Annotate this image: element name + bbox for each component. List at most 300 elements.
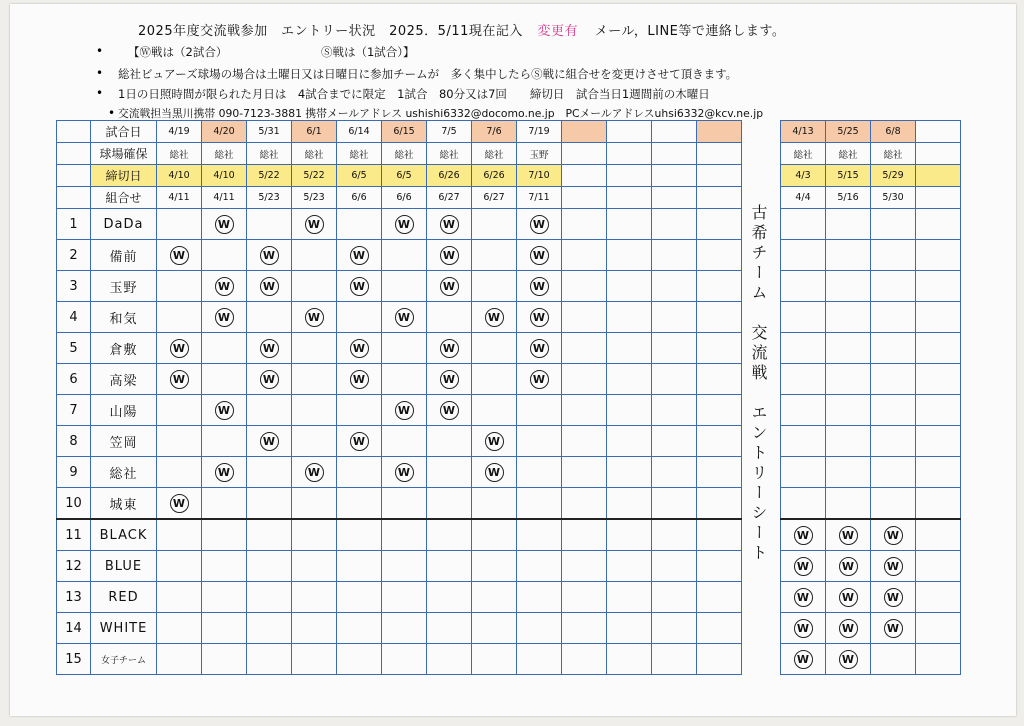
entry-cell[interactable] xyxy=(247,271,292,302)
right-entry-cell[interactable] xyxy=(826,302,871,333)
entry-cell[interactable] xyxy=(652,302,697,333)
entry-cell[interactable] xyxy=(697,271,742,302)
entry-cell[interactable] xyxy=(382,582,427,613)
w-mark-icon: W xyxy=(530,215,549,234)
entry-cell[interactable] xyxy=(472,644,517,675)
right-entry-cell[interactable] xyxy=(916,551,961,582)
right-team-row xyxy=(781,395,961,426)
right-entry-cell[interactable] xyxy=(826,426,871,457)
team-name: RED xyxy=(91,582,157,613)
entry-cell[interactable] xyxy=(427,457,472,488)
entry-cell[interactable] xyxy=(562,395,607,426)
date-cell: 7/19 xyxy=(517,121,562,143)
right-entry-cell[interactable] xyxy=(871,364,916,395)
entry-cell[interactable] xyxy=(157,426,202,457)
entry-cell[interactable] xyxy=(517,240,562,271)
entry-cell[interactable] xyxy=(247,302,292,333)
right-header-row-deadline xyxy=(781,165,961,187)
entry-cell[interactable] xyxy=(382,644,427,675)
entry-cell[interactable] xyxy=(562,426,607,457)
right-entry-cell[interactable] xyxy=(916,395,961,426)
team-row xyxy=(57,551,742,582)
entry-cell[interactable] xyxy=(652,551,697,582)
w-mark-icon: W xyxy=(350,277,369,296)
entry-cell[interactable] xyxy=(607,333,652,364)
team-row xyxy=(57,488,742,520)
entry-cell[interactable] xyxy=(157,302,202,333)
entry-cell[interactable] xyxy=(202,551,247,582)
entry-cell[interactable] xyxy=(382,519,427,551)
right-entry-cell[interactable] xyxy=(871,644,916,675)
entry-cell[interactable] xyxy=(697,302,742,333)
header-line-1 xyxy=(138,20,785,39)
w-mark-icon: W xyxy=(260,277,279,296)
entry-cell[interactable] xyxy=(427,426,472,457)
right-entry-cell[interactable] xyxy=(781,333,826,364)
entry-cell[interactable] xyxy=(427,271,472,302)
entry-cell[interactable] xyxy=(292,240,337,271)
entry-cell[interactable] xyxy=(382,613,427,644)
right-entry-cell[interactable] xyxy=(871,240,916,271)
w-mark-icon: W xyxy=(305,215,324,234)
entry-cell[interactable] xyxy=(652,519,697,551)
entry-cell[interactable] xyxy=(517,209,562,240)
right-entry-cell[interactable] xyxy=(781,302,826,333)
entry-cell[interactable] xyxy=(382,364,427,395)
right-team-row xyxy=(781,302,961,333)
right-entry-cell[interactable] xyxy=(916,582,961,613)
right-entry-cell[interactable] xyxy=(826,582,871,613)
rule-1 xyxy=(128,44,415,60)
right-entry-cell[interactable] xyxy=(871,551,916,582)
entry-cell[interactable] xyxy=(472,271,517,302)
entry-cell[interactable] xyxy=(562,457,607,488)
entry-cell[interactable] xyxy=(337,582,382,613)
entry-cell[interactable] xyxy=(697,644,742,675)
entry-cell[interactable] xyxy=(202,271,247,302)
entry-cell[interactable] xyxy=(517,488,562,520)
entry-cell[interactable] xyxy=(697,395,742,426)
right-entry-cell[interactable] xyxy=(871,395,916,426)
right-entry-cell[interactable] xyxy=(916,613,961,644)
right-entry-cell[interactable] xyxy=(826,240,871,271)
entry-cell[interactable] xyxy=(652,209,697,240)
right-entry-cell[interactable] xyxy=(871,209,916,240)
entry-cell[interactable] xyxy=(562,488,607,520)
entry-cell[interactable] xyxy=(157,240,202,271)
entry-cell[interactable] xyxy=(247,457,292,488)
entry-cell[interactable] xyxy=(382,302,427,333)
right-entry-cell[interactable] xyxy=(781,426,826,457)
entry-cell[interactable] xyxy=(247,519,292,551)
entry-cell[interactable] xyxy=(607,271,652,302)
entry-cell[interactable] xyxy=(337,457,382,488)
entry-cell[interactable] xyxy=(472,613,517,644)
right-team-row xyxy=(781,551,961,582)
entry-cell[interactable] xyxy=(517,302,562,333)
deadline-cell: 6/5 xyxy=(337,165,382,187)
entry-cell[interactable] xyxy=(697,240,742,271)
entry-cell[interactable] xyxy=(697,551,742,582)
entry-cell[interactable] xyxy=(247,395,292,426)
entry-cell[interactable] xyxy=(202,613,247,644)
entry-cell[interactable] xyxy=(202,240,247,271)
right-entry-cell[interactable] xyxy=(871,271,916,302)
entry-cell[interactable] xyxy=(697,582,742,613)
entry-cell[interactable] xyxy=(562,613,607,644)
entry-cell[interactable] xyxy=(607,426,652,457)
entry-cell[interactable] xyxy=(517,395,562,426)
team-number: 5 xyxy=(57,333,91,364)
deadline-cell: 5/22 xyxy=(247,165,292,187)
right-entry-cell[interactable] xyxy=(781,644,826,675)
entry-cell[interactable] xyxy=(607,613,652,644)
entry-cell[interactable] xyxy=(517,333,562,364)
entry-cell[interactable] xyxy=(427,613,472,644)
entry-cell[interactable] xyxy=(382,271,427,302)
entry-cell[interactable] xyxy=(652,613,697,644)
team-number: 10 xyxy=(57,488,91,520)
corner-cell xyxy=(57,121,91,143)
corner-cell xyxy=(57,187,91,209)
entry-cell[interactable] xyxy=(337,644,382,675)
entry-cell[interactable] xyxy=(607,302,652,333)
entry-cell[interactable] xyxy=(562,333,607,364)
right-entry-cell[interactable] xyxy=(826,333,871,364)
entry-cell[interactable] xyxy=(562,271,607,302)
entry-cell[interactable] xyxy=(517,457,562,488)
team-number: 3 xyxy=(57,271,91,302)
right-entry-cell[interactable] xyxy=(781,551,826,582)
entry-cell[interactable] xyxy=(427,644,472,675)
entry-cell[interactable] xyxy=(427,364,472,395)
right-entry-cell[interactable] xyxy=(781,209,826,240)
w-mark-icon: W xyxy=(530,370,549,389)
team-row xyxy=(57,613,742,644)
ground-cell: 総社 xyxy=(472,143,517,165)
entry-cell[interactable] xyxy=(472,426,517,457)
entry-cell[interactable] xyxy=(337,488,382,520)
w-mark-icon: W xyxy=(215,463,234,482)
entry-cell[interactable] xyxy=(157,519,202,551)
right-entry-cell[interactable] xyxy=(916,457,961,488)
right-entry-cell[interactable] xyxy=(916,488,961,520)
right-entry-cell[interactable] xyxy=(916,333,961,364)
ground-cell: 玉野 xyxy=(517,143,562,165)
entry-cell[interactable] xyxy=(337,302,382,333)
entry-cell[interactable] xyxy=(652,582,697,613)
right-entry-cell[interactable] xyxy=(826,457,871,488)
right-entry-cell[interactable] xyxy=(871,613,916,644)
entry-cell[interactable] xyxy=(427,240,472,271)
entry-cell[interactable] xyxy=(202,457,247,488)
right-entry-cell[interactable] xyxy=(826,488,871,520)
entry-cell[interactable] xyxy=(697,333,742,364)
entry-cell[interactable] xyxy=(292,457,337,488)
entry-cell[interactable] xyxy=(697,209,742,240)
right-entry-cell[interactable] xyxy=(916,209,961,240)
entry-cell[interactable] xyxy=(247,582,292,613)
entry-cell[interactable] xyxy=(472,395,517,426)
entry-cell[interactable] xyxy=(292,488,337,520)
entry-cell[interactable] xyxy=(292,613,337,644)
entry-cell[interactable] xyxy=(472,302,517,333)
entry-cell[interactable] xyxy=(607,488,652,520)
entry-cell[interactable] xyxy=(607,519,652,551)
team-number: 8 xyxy=(57,426,91,457)
entry-cell[interactable] xyxy=(697,519,742,551)
entry-cell[interactable] xyxy=(247,209,292,240)
right-entry-cell[interactable] xyxy=(916,240,961,271)
entry-cell[interactable] xyxy=(337,551,382,582)
entry-cell[interactable] xyxy=(337,613,382,644)
entry-cell[interactable] xyxy=(472,488,517,520)
entry-cell[interactable] xyxy=(292,395,337,426)
entry-cell[interactable] xyxy=(697,364,742,395)
entry-cell[interactable] xyxy=(607,364,652,395)
entry-cell[interactable] xyxy=(427,333,472,364)
entry-cell[interactable] xyxy=(562,209,607,240)
entry-cell[interactable] xyxy=(202,364,247,395)
w-mark-icon: W xyxy=(884,588,903,607)
entry-cell[interactable] xyxy=(157,457,202,488)
entry-cell[interactable] xyxy=(247,613,292,644)
right-entry-cell[interactable] xyxy=(826,364,871,395)
entry-cell[interactable] xyxy=(697,613,742,644)
team-row xyxy=(57,271,742,302)
entry-cell[interactable] xyxy=(337,519,382,551)
entry-cell[interactable] xyxy=(562,582,607,613)
entry-cell[interactable] xyxy=(517,551,562,582)
entry-cell[interactable] xyxy=(247,426,292,457)
entry-cell[interactable] xyxy=(292,644,337,675)
matchup-cell xyxy=(562,187,607,209)
entry-cell[interactable] xyxy=(517,271,562,302)
entry-cell[interactable] xyxy=(337,240,382,271)
right-entry-cell[interactable] xyxy=(916,426,961,457)
entry-cell[interactable] xyxy=(472,457,517,488)
entry-cell[interactable] xyxy=(157,395,202,426)
entry-cell[interactable] xyxy=(427,209,472,240)
right-entry-cell[interactable] xyxy=(871,488,916,520)
entry-cell[interactable] xyxy=(607,457,652,488)
entry-cell[interactable] xyxy=(292,302,337,333)
right-team-row xyxy=(781,644,961,675)
right-team-row xyxy=(781,364,961,395)
entry-cell[interactable] xyxy=(652,457,697,488)
right-entry-cell[interactable] xyxy=(781,364,826,395)
entry-cell[interactable] xyxy=(157,644,202,675)
entry-cell[interactable] xyxy=(607,395,652,426)
right-entry-cell[interactable] xyxy=(871,582,916,613)
entry-cell[interactable] xyxy=(427,488,472,520)
entry-cell[interactable] xyxy=(337,333,382,364)
entry-cell[interactable] xyxy=(517,582,562,613)
entry-cell[interactable] xyxy=(157,209,202,240)
entry-cell[interactable] xyxy=(382,333,427,364)
right-entry-cell[interactable] xyxy=(826,551,871,582)
entry-cell[interactable] xyxy=(472,582,517,613)
entry-cell[interactable] xyxy=(382,426,427,457)
entry-cell[interactable] xyxy=(292,519,337,551)
team-name: BLUE xyxy=(91,551,157,582)
row-label-ground: 球場確保 xyxy=(91,143,157,165)
entry-cell[interactable] xyxy=(202,302,247,333)
entry-cell[interactable] xyxy=(562,364,607,395)
entry-cell[interactable] xyxy=(157,364,202,395)
entry-cell[interactable] xyxy=(382,488,427,520)
w-mark-icon: W xyxy=(350,246,369,265)
entry-cell[interactable] xyxy=(202,209,247,240)
right-entry-cell[interactable] xyxy=(916,519,961,551)
entry-cell[interactable] xyxy=(337,395,382,426)
w-mark-icon: W xyxy=(350,370,369,389)
right-entry-cell[interactable] xyxy=(826,613,871,644)
entry-cell[interactable] xyxy=(292,582,337,613)
entry-cell[interactable] xyxy=(202,395,247,426)
entry-cell[interactable] xyxy=(337,364,382,395)
entry-cell[interactable] xyxy=(652,333,697,364)
right-entry-cell[interactable] xyxy=(826,209,871,240)
entry-cell[interactable] xyxy=(607,240,652,271)
entry-cell[interactable] xyxy=(382,551,427,582)
entry-cell[interactable] xyxy=(427,395,472,426)
right-entry-cell[interactable] xyxy=(781,271,826,302)
right-entry-cell[interactable] xyxy=(781,519,826,551)
right-entry-cell[interactable] xyxy=(871,519,916,551)
w-mark-icon: W xyxy=(395,215,414,234)
entry-cell[interactable] xyxy=(652,240,697,271)
entry-cell[interactable] xyxy=(382,457,427,488)
right-entry-cell[interactable] xyxy=(871,302,916,333)
entry-cell[interactable] xyxy=(202,582,247,613)
entry-cell[interactable] xyxy=(247,364,292,395)
entry-cell[interactable] xyxy=(517,644,562,675)
entry-cell[interactable] xyxy=(247,551,292,582)
entry-cell[interactable] xyxy=(202,644,247,675)
entry-cell[interactable] xyxy=(652,488,697,520)
entry-cell[interactable] xyxy=(472,551,517,582)
entry-cell[interactable] xyxy=(607,209,652,240)
right-matchup-cell: 5/30 xyxy=(871,187,916,209)
right-entry-cell[interactable] xyxy=(826,644,871,675)
right-entry-cell[interactable] xyxy=(826,519,871,551)
entry-cell[interactable] xyxy=(202,333,247,364)
entry-cell[interactable] xyxy=(157,333,202,364)
right-entry-cell[interactable] xyxy=(871,457,916,488)
entry-cell[interactable] xyxy=(292,209,337,240)
entry-cell[interactable] xyxy=(517,519,562,551)
entry-cell[interactable] xyxy=(652,426,697,457)
entry-cell[interactable] xyxy=(697,426,742,457)
entry-cell[interactable] xyxy=(562,519,607,551)
entry-cell[interactable] xyxy=(292,551,337,582)
team-row xyxy=(57,209,742,240)
right-entry-cell[interactable] xyxy=(916,364,961,395)
entry-cell[interactable] xyxy=(652,395,697,426)
right-entry-cell[interactable] xyxy=(826,395,871,426)
entry-cell[interactable] xyxy=(202,519,247,551)
entry-cell[interactable] xyxy=(562,302,607,333)
right-entry-cell[interactable] xyxy=(871,333,916,364)
team-name: 山陽 xyxy=(91,395,157,426)
right-entry-cell[interactable] xyxy=(916,302,961,333)
entry-cell[interactable] xyxy=(472,240,517,271)
entry-cell[interactable] xyxy=(562,644,607,675)
entry-cell[interactable] xyxy=(202,426,247,457)
right-team-row xyxy=(781,613,961,644)
right-entry-cell[interactable] xyxy=(781,582,826,613)
entry-cell[interactable] xyxy=(382,209,427,240)
entry-cell[interactable] xyxy=(337,271,382,302)
right-entry-cell[interactable] xyxy=(871,426,916,457)
entry-cell[interactable] xyxy=(472,333,517,364)
entry-cell[interactable] xyxy=(652,271,697,302)
entry-cell[interactable] xyxy=(517,364,562,395)
right-deadline-cell: 4/3 xyxy=(781,165,826,187)
entry-cell[interactable] xyxy=(337,209,382,240)
entry-cell[interactable] xyxy=(247,240,292,271)
entry-cell[interactable] xyxy=(292,426,337,457)
right-entry-cell[interactable] xyxy=(826,271,871,302)
entry-cell[interactable] xyxy=(382,240,427,271)
entry-cell[interactable] xyxy=(427,519,472,551)
right-entry-cell[interactable] xyxy=(781,488,826,520)
entry-cell[interactable] xyxy=(427,551,472,582)
entry-cell[interactable] xyxy=(337,426,382,457)
entry-cell[interactable] xyxy=(157,488,202,520)
entry-cell[interactable] xyxy=(157,582,202,613)
entry-cell[interactable] xyxy=(562,240,607,271)
entry-cell[interactable] xyxy=(607,644,652,675)
w-mark-icon: W xyxy=(794,557,813,576)
entry-cell[interactable] xyxy=(292,364,337,395)
right-entry-cell[interactable] xyxy=(916,271,961,302)
entry-cell[interactable] xyxy=(472,519,517,551)
entry-cell[interactable] xyxy=(607,582,652,613)
entry-cell[interactable] xyxy=(607,551,652,582)
entry-cell[interactable] xyxy=(157,551,202,582)
entry-cell[interactable] xyxy=(427,302,472,333)
entry-cell[interactable] xyxy=(472,364,517,395)
entry-cell[interactable] xyxy=(247,333,292,364)
right-entry-cell[interactable] xyxy=(781,613,826,644)
date-cell xyxy=(697,121,742,143)
entry-cell[interactable] xyxy=(202,488,247,520)
entry-cell[interactable] xyxy=(472,209,517,240)
entry-cell[interactable] xyxy=(427,582,472,613)
entry-cell[interactable] xyxy=(382,395,427,426)
entry-cell[interactable] xyxy=(697,457,742,488)
right-entry-cell[interactable] xyxy=(781,395,826,426)
right-entry-cell[interactable] xyxy=(781,240,826,271)
entry-cell[interactable] xyxy=(697,488,742,520)
right-entry-cell[interactable] xyxy=(916,644,961,675)
entry-cell[interactable] xyxy=(562,551,607,582)
entry-cell[interactable] xyxy=(652,364,697,395)
entry-cell[interactable] xyxy=(517,426,562,457)
right-entry-cell[interactable] xyxy=(781,457,826,488)
entry-cell[interactable] xyxy=(247,488,292,520)
entry-cell[interactable] xyxy=(517,613,562,644)
entry-cell[interactable] xyxy=(292,333,337,364)
entry-cell[interactable] xyxy=(247,644,292,675)
entry-cell[interactable] xyxy=(652,644,697,675)
entry-cell[interactable] xyxy=(157,613,202,644)
entry-cell[interactable] xyxy=(292,271,337,302)
matchup-cell: 6/6 xyxy=(382,187,427,209)
entry-cell[interactable] xyxy=(157,271,202,302)
